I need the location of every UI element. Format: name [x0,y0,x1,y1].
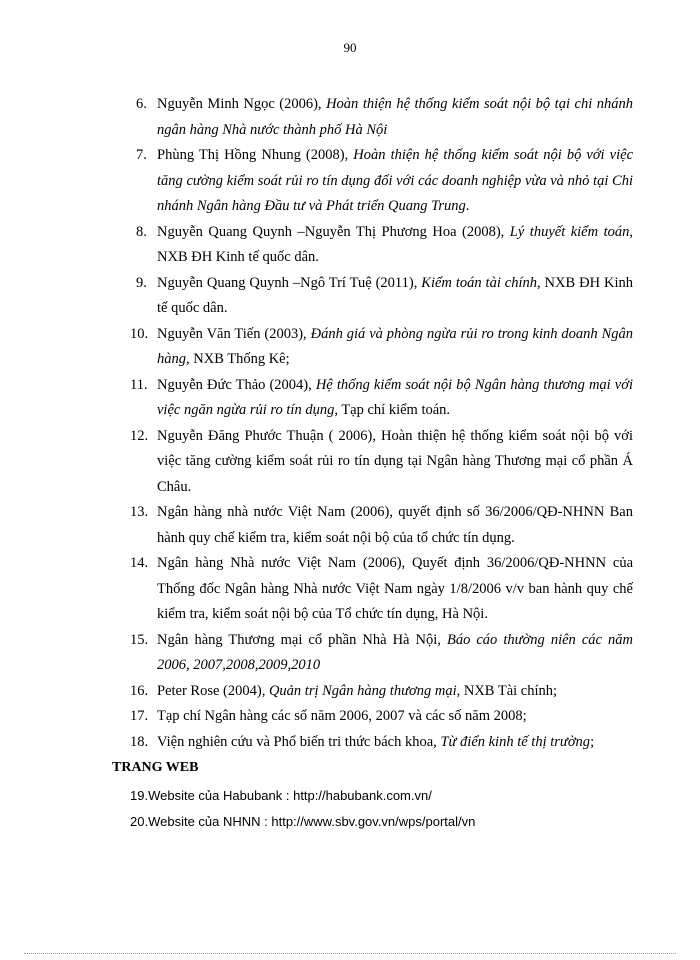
reference-title: Kiểm toán tài chính [421,274,537,291]
reference-title: Hệ thống kiểm soát nội bộ Ngân hàng thương mại với việc ngăn ngừa rủi ro tín dụng [157,376,633,418]
reference-title: Quản trị Ngân hàng thương mại [268,682,457,699]
reference-author: Nguyễn Đăng Phước Thuận ( 2006), Hoàn thiện hệ thống kiểm soát nội bộ với việc tăng cường kiểm soát rủi ro tín dụng tại Ngân hàng Thương mại cổ phần Á Châu. [157,427,633,495]
reference-title: Lý thuyết kiểm toán [509,223,630,240]
reference-number: 9. [136,274,147,291]
reference-title: Từ điển kinh tế thị trường [440,733,591,750]
reference-item [130,628,633,679]
website-item [130,809,633,835]
reference-rest: , Tạp chí kiểm toán. [334,402,451,418]
reference-item [130,373,633,424]
reference-author: Viện nghiên cứu và Phổ biến tri thức bách khoa, [157,733,441,750]
website-text: Website của Habubank : http://habubank.com.vn/ [148,788,432,803]
website-text: Website của NHNN : http://www.sbv.gov.vn/wps/portal/vn [148,814,476,829]
reference-author: Nguyễn Văn Tiến (2003), [157,325,311,342]
reference-item [130,679,633,705]
reference-item [130,730,633,756]
reference-item [130,92,633,143]
reference-author: Nguyễn Đức Thảo (2004), [157,376,316,393]
reference-number: 8. [136,223,147,240]
reference-rest: , NXB Tài chính; [456,682,558,699]
reference-number: 15. [130,631,149,648]
reference-number: 10. [130,325,149,342]
reference-item [130,704,633,730]
reference-item [130,271,633,322]
website-list [130,783,633,835]
reference-item [130,551,633,628]
reference-rest: , NXB Thống Kê; [186,351,290,367]
reference-list [130,92,633,755]
reference-number: 18. [130,733,149,750]
reference-author: Nguyễn Quang Quynh –Nguyễn Thị Phương Hoa (2008), [157,223,510,240]
reference-author: Nguyễn Quang Quynh –Ngô Trí Tuệ (2011), [157,274,422,291]
reference-title: Hoàn thiện hệ thống kiểm soát nội bộ tại chi nhánh ngân hàng Nhà nước thành phố Hà Nội [157,96,633,138]
reference-title: Đánh giá và phòng ngừa rủi ro trong kinh doanh Ngân hàng [157,325,633,367]
reference-number: 13. [130,504,149,520]
website-number: 19. [130,788,149,803]
reference-author: Nguyễn Minh Ngọc (2006), [157,96,327,112]
reference-author: Phùng Thị Hồng Nhung (2008), [157,147,354,163]
reference-author: Ngân hàng Thương mại cổ phần Nhà Hà Nội, [157,631,447,648]
website-number: 20. [130,814,149,829]
reference-author: Ngân hàng Nhà nước Việt Nam (2006), Quyết định 36/2006/QĐ-NHNN của Thống đốc Ngân hàng Nhà nước Việt Nam ngày 1/8/2006 v/v ban hành quy chế kiểm tra, kiểm soát nội bộ của Tổ chức tín dụng, Hà Nội. [157,555,633,622]
reference-rest: , NXB ĐH Kinh tế quốc dân. [157,274,633,316]
reference-number: 7. [136,147,147,163]
reference-item [130,500,633,551]
reference-number: 17. [130,708,149,724]
reference-author: Tạp chí Ngân hàng các số năm 2006, 2007 và các số năm 2008; [157,708,527,724]
reference-number: 11. [130,376,148,393]
reference-item [130,424,633,501]
reference-number: 14. [130,555,149,571]
reference-title: Hoàn thiện hệ thống kiểm soát nội bộ với việc tăng cường kiểm soát rủi ro tín dụng đối với các doanh nghiệp vừa và nhỏ tại Chi nhánh Ngân hàng Đầu tư và Phát triển Quang Trung [157,147,633,214]
page-bottom-divider [24,953,676,954]
reference-item [130,322,633,373]
reference-title: Báo cáo thường niên các năm 2006, 2007,2008,2009,2010 [157,631,633,673]
reference-number: 16. [130,682,149,699]
reference-rest: , NXB ĐH Kinh tế quốc dân. [157,223,633,265]
page-number: 90 [343,40,357,55]
reference-item [130,220,633,271]
reference-author: Ngân hàng nhà nước Việt Nam (2006), quyết định số 36/2006/QĐ-NHNN Ban hành quy chế kiểm tra, kiểm soát nội bộ của tổ chức tín dụng. [157,504,633,546]
reference-number: 12. [130,427,149,444]
reference-author: Peter Rose (2004), [157,682,269,699]
section-heading-web: TRANG WEB [112,760,199,775]
reference-rest: ; [590,733,595,750]
reference-number: 6. [136,96,147,112]
reference-rest: . [465,198,470,214]
reference-item [130,143,633,220]
website-item [130,783,633,809]
